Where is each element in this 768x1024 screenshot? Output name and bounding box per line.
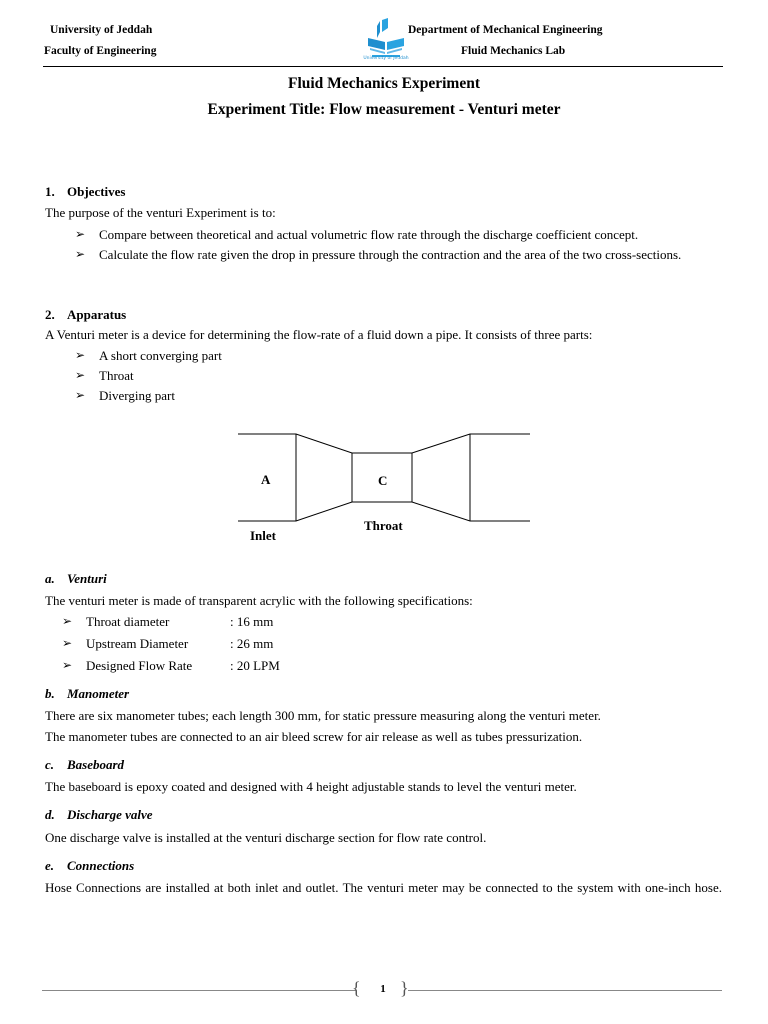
header-rule xyxy=(43,66,723,67)
section-number: 2. xyxy=(45,307,55,322)
spec-label: Upstream Diameter xyxy=(86,636,189,651)
footer-rule-left xyxy=(42,990,356,991)
list-item-text: Calculate the flow rate given the drop in pressure through the contraction and the area of the two cross-sections. xyxy=(99,247,682,262)
baseboard-text: The baseboard is epoxy coated and designed with 4 height adjustable stands to level the venturi meter. xyxy=(45,779,577,794)
right-brace-icon: } xyxy=(400,978,409,998)
list-item-text: A short converging part xyxy=(99,348,222,363)
document-title: Fluid Mechanics Experiment xyxy=(287,75,481,92)
throat-label: Throat xyxy=(364,518,403,533)
subsection-letter: e. xyxy=(45,858,55,873)
section-c-label: C xyxy=(378,473,388,488)
manometer-text-line1: There are six manometer tubes; each length 300 mm, for static pressure measuring along the venturi meter. xyxy=(45,708,601,723)
arrowhead-bullet-icon: ➢ xyxy=(62,614,73,628)
objectives-intro: The purpose of the venturi Experiment is to: xyxy=(45,205,276,220)
faculty-name: Faculty of Engineering xyxy=(44,45,157,57)
subsection-letter: d. xyxy=(45,807,55,822)
apparatus-intro: A Venturi meter is a device for determining the flow-rate of a fluid down a pipe. It consists of three parts: xyxy=(45,327,593,342)
venturi-diagram xyxy=(236,428,532,548)
section-apparatus-heading xyxy=(45,307,126,323)
list-item-text: Compare between theoretical and actual volumetric flow rate through the discharge coefficient concept. xyxy=(99,227,639,242)
spec-value: : 26 mm xyxy=(230,636,274,651)
university-logo xyxy=(364,18,408,62)
manometer-text-line2: The manometer tubes are connected to an air bleed screw for air release as well as tubes pressurization. xyxy=(45,729,583,744)
section-title: Apparatus xyxy=(67,307,127,322)
footer-rule-right xyxy=(408,990,722,991)
arrowhead-bullet-icon: ➢ xyxy=(62,636,73,650)
spec-value: : 16 mm xyxy=(230,614,274,629)
inlet-label: Inlet xyxy=(250,528,276,543)
arrowhead-bullet-icon: ➢ xyxy=(75,227,86,241)
discharge-valve-text: One discharge valve is installed at the venturi discharge section for flow rate control. xyxy=(45,830,487,845)
list-item-text: Throat xyxy=(99,368,134,383)
subsection-title: Connections xyxy=(67,858,135,873)
arrowhead-bullet-icon: ➢ xyxy=(75,388,86,402)
arrowhead-bullet-icon: ➢ xyxy=(62,658,73,672)
subsection-venturi-heading xyxy=(45,571,107,587)
subsection-title: Discharge valve xyxy=(67,807,153,822)
arrowhead-bullet-icon: ➢ xyxy=(75,247,86,261)
department-name: Department of Mechanical Engineering xyxy=(408,24,603,36)
subsection-title: Baseboard xyxy=(67,757,125,772)
arrowhead-bullet-icon: ➢ xyxy=(75,348,86,362)
section-title: Objectives xyxy=(67,184,126,199)
list-item-text: Diverging part xyxy=(99,388,175,403)
subsection-discharge-valve-heading xyxy=(45,807,153,823)
venturi-intro: The venturi meter is made of transparent acrylic with the following specifications: xyxy=(45,593,473,608)
spec-value: : 20 LPM xyxy=(230,658,280,673)
subsection-title: Manometer xyxy=(67,686,130,701)
subsection-letter: c. xyxy=(45,757,55,772)
section-a-label: A xyxy=(261,472,271,487)
subsection-title: Venturi xyxy=(67,571,107,586)
connections-text: Hose Connections are installed at both inlet and outlet. The venturi meter may be connected to the system with one-inch hose. xyxy=(45,880,722,895)
lab-name: Fluid Mechanics Lab xyxy=(461,45,566,57)
subsection-letter: b. xyxy=(45,686,55,701)
left-brace-icon: { xyxy=(352,978,361,998)
page-number: 1 xyxy=(380,983,386,995)
subsection-connections-heading xyxy=(45,858,134,874)
university-name: University of Jeddah xyxy=(50,24,153,36)
experiment-title: Experiment Title: Flow measurement - Venturi meter xyxy=(207,101,561,118)
spec-label: Throat diameter xyxy=(86,614,170,629)
arrowhead-bullet-icon: ➢ xyxy=(75,368,86,382)
logo-caption: University of Jeddah xyxy=(363,56,409,61)
section-number: 1. xyxy=(45,184,55,199)
section-objectives-heading xyxy=(45,184,125,200)
subsection-baseboard-heading xyxy=(45,757,124,773)
spec-label: Designed Flow Rate xyxy=(86,658,193,673)
subsection-manometer-heading xyxy=(45,686,129,702)
subsection-letter: a. xyxy=(45,571,55,586)
